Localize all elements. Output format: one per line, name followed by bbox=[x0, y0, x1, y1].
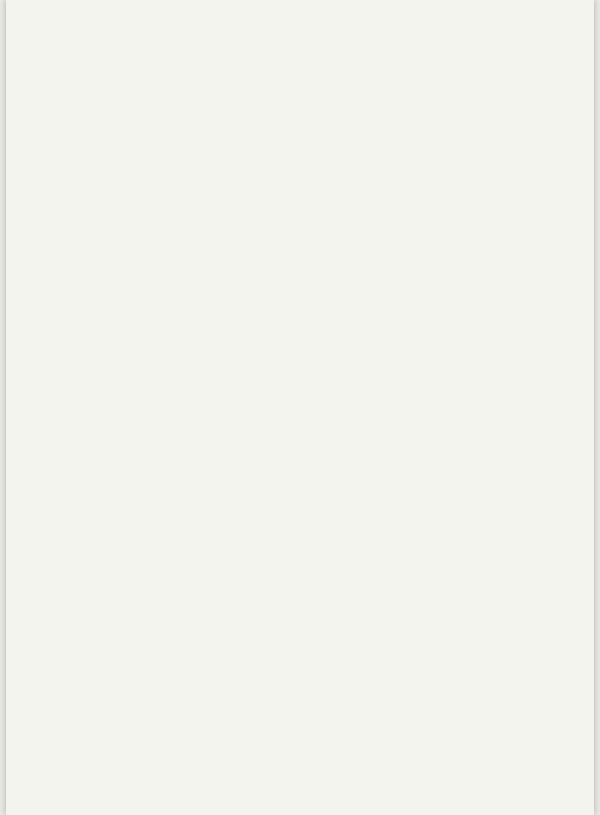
top-summary-block bbox=[6, 0, 594, 90]
printed-results-sheet bbox=[6, 0, 594, 815]
